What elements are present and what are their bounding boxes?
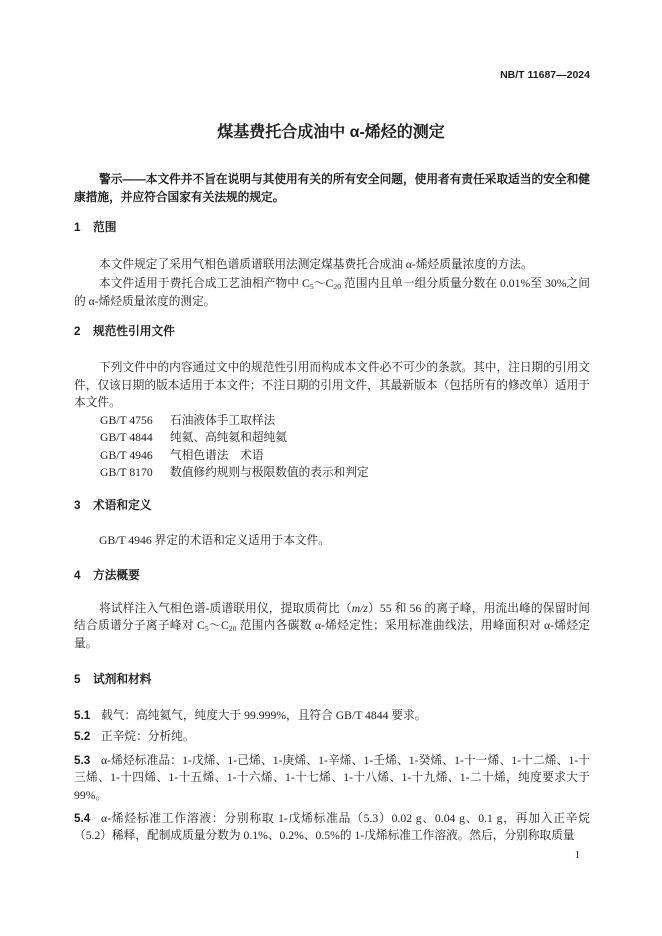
- reference-title: 纯氦、高纯氦和超纯氦: [170, 431, 287, 445]
- clause-number: 5.1: [74, 708, 91, 722]
- section-number: 4: [74, 568, 81, 582]
- section-title: 术语和定义: [93, 498, 152, 512]
- section-number: 2: [74, 324, 81, 338]
- section-heading-scope: [74, 219, 590, 237]
- reference-item: [74, 429, 590, 446]
- subscript: 20: [228, 624, 237, 634]
- warning-paragraph: 警示——本文件并不旨在说明与其使用有关的所有安全问题，使用者有责任采取适当的安全和健康措施，并应符合国家有关法规的规定。: [74, 173, 590, 204]
- section-title: 试剂和材料: [93, 672, 152, 686]
- paragraph: [74, 600, 590, 653]
- italic-symbol: m/z: [351, 601, 368, 615]
- section-number: 1: [74, 220, 81, 234]
- reference-list: [74, 412, 590, 482]
- section-heading-normative-references: [74, 323, 590, 341]
- clause: [74, 707, 590, 725]
- document-title: 煤基费托合成油中 α-烯烃的测定: [217, 124, 445, 141]
- text-run: 范围内且单一组分质量分数在 0.01%至 30%之间的 α-烯烃质量浓度的测定。: [74, 276, 590, 308]
- subscript: 5: [309, 282, 314, 292]
- clause-number: 5.4: [74, 811, 91, 825]
- reference-item: [74, 464, 590, 481]
- text-run: ～C: [313, 276, 334, 290]
- standard-number: NB/T 11687—2024: [500, 69, 590, 81]
- reference-title: 气相色谱法 术语: [170, 448, 264, 462]
- section-heading-terms-definitions: [74, 497, 590, 515]
- section-heading-method-summary: [74, 567, 590, 585]
- section-heading-reagents-materials: [74, 671, 590, 689]
- text-run: 范围内各碳数 α-烯烃定性；采用标准曲线法，用峰面积对 α-烯烃定量。: [74, 619, 591, 651]
- clause-text: 正辛烷：分析纯。: [101, 729, 195, 743]
- reference-code: GB/T 8170: [100, 465, 153, 479]
- text-run: 将试样注入气相色谱-质谱联用仪，提取质荷比（: [99, 601, 352, 615]
- section-title: 方法概要: [93, 568, 140, 582]
- reference-code: GB/T 4756: [100, 413, 153, 427]
- clause-text: α-烯烃标准品：1-戊烯、1-己烯、1-庚烯、1-辛烯、1-壬烯、1-癸烯、1-十一烯、1-十二烯、1-十三烯、1-十四烯、1-十五烯、1-十六烯、1-十七烯、1-十八烯、1-十九烯、1-二十烯，纯度要求大于 99%。: [74, 753, 590, 802]
- section-title: 范围: [93, 220, 117, 234]
- reference-item: [74, 412, 590, 429]
- clause-text: α-烯烃标准工作溶液：分别称取 1-戊烯标准品（5.3）0.02 g、0.04 g、0.1 g，再加入正辛烷（5.2）稀释，配制成质量分数为 0.1%、0.2%、0.5%的 1-戊烯标准工作溶液。然后，分别称取质量: [74, 811, 590, 843]
- clause-number: 5.2: [74, 729, 91, 743]
- paragraph: GB/T 4946 界定的术语和定义适用于本文件。: [99, 533, 330, 547]
- reference-item: [74, 447, 590, 464]
- text-run: 本文件适用于费托合成工艺油相产物中 C: [99, 276, 310, 290]
- section-number: 5: [74, 672, 81, 686]
- clause: [74, 810, 590, 845]
- reference-code: GB/T 4844: [100, 431, 153, 445]
- reference-title: 数值修约规则与极限数值的表示和判定: [170, 465, 369, 479]
- subscript: 5: [204, 624, 209, 634]
- paragraph: 本文件规定了采用气相色谱质谱联用法测定煤基费托合成油 α-烯烃质量浓度的方法。: [99, 257, 533, 271]
- clause-text: 载气：高纯氦气，纯度大于 99.999%，且符合 GB/T 4844 要求。: [101, 708, 427, 722]
- clause: [74, 728, 590, 746]
- paragraph: [74, 275, 590, 310]
- text-run: ～C: [208, 619, 229, 633]
- clause-number: 5.3: [74, 753, 91, 767]
- document-body: [74, 171, 590, 845]
- paragraph: 下列文件中的内容通过文中的规范性引用而构成本文件必不可少的条款。其中，注日期的引用文件，仅该日期的版本适用于本文件；不注日期的引用文件，其最新版本（包括所有的修改单）适用于本文件。: [74, 360, 590, 410]
- section-title: 规范性引用文件: [93, 324, 175, 338]
- reference-code: GB/T 4946: [100, 448, 153, 462]
- clause: [74, 752, 590, 805]
- section-number: 3: [74, 498, 81, 512]
- page-number: 1: [574, 850, 580, 861]
- text-run: ）55 和 56 的离子峰，用流出峰的保留时间结合质谱分子离子峰对 C: [74, 601, 590, 633]
- reference-title: 石油液体手工取样法: [170, 413, 276, 427]
- subscript: 20: [333, 282, 342, 292]
